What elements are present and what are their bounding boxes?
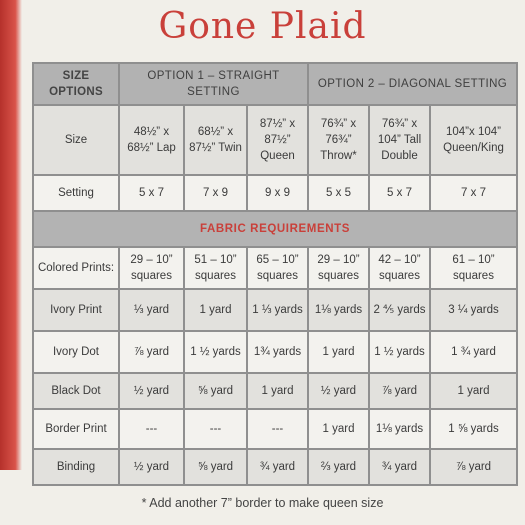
table-cell: 1 ½ yards: [184, 331, 247, 373]
footnote: * Add another 7” border to make queen size: [141, 496, 384, 510]
table-row: [33, 247, 517, 289]
table-cell: 1 ¾ yard: [430, 331, 517, 373]
table-cell: 1 ⅓ yards: [247, 289, 308, 331]
table-cell: 76¾” x 104” Tall Double: [369, 105, 430, 175]
table-cell: 5 x 7: [119, 175, 184, 211]
row-label: Setting: [33, 175, 119, 211]
table-cell: ⅞ yard: [369, 373, 430, 409]
size-options-header: SIZE OPTIONS: [33, 63, 119, 105]
table-cell: ½ yard: [119, 449, 184, 485]
table-cell: 29 – 10” squares: [119, 247, 184, 289]
setting-row: [33, 175, 517, 211]
fabric-requirements-header: FABRIC REQUIREMENTS: [33, 211, 517, 247]
table-cell: ---: [184, 409, 247, 449]
table-cell: ¾ yard: [369, 449, 430, 485]
table-cell: 5 x 5: [308, 175, 369, 211]
table-cell: 3 ¼ yards: [430, 289, 517, 331]
table-cell: 87½” x 87½” Queen: [247, 105, 308, 175]
option1-header: OPTION 1 – STRAIGHT SETTING: [119, 63, 308, 105]
table-cell: 76¾” x 76¾” Throw*: [308, 105, 369, 175]
table-cell: ¾ yard: [247, 449, 308, 485]
table-row: [33, 331, 517, 373]
row-label: Ivory Dot: [33, 331, 119, 373]
table-cell: ⅞ yard: [430, 449, 517, 485]
page-title: Gone Plaid: [158, 6, 367, 47]
header-row: [33, 63, 517, 105]
table-cell: 1 yard: [184, 289, 247, 331]
row-label: Ivory Print: [33, 289, 119, 331]
fabric-header-row: [33, 211, 517, 247]
table-cell: 1 ⅝ yards: [430, 409, 517, 449]
table-cell: ⅝ yard: [184, 449, 247, 485]
table-cell: ⅞ yard: [119, 331, 184, 373]
row-label: Binding: [33, 449, 119, 485]
table-cell: 1 yard: [430, 373, 517, 409]
table-cell: 1 ½ yards: [369, 331, 430, 373]
table-cell: ⅔ yard: [308, 449, 369, 485]
table-cell: 1 yard: [308, 409, 369, 449]
table-cell: 42 – 10” squares: [369, 247, 430, 289]
option2-header: OPTION 2 – DIAGONAL SETTING: [308, 63, 517, 105]
table-row: [33, 289, 517, 331]
fabric-requirements-table: [32, 62, 518, 486]
table-cell: 1¾ yards: [247, 331, 308, 373]
table-cell: ½ yard: [119, 373, 184, 409]
table-cell: 65 – 10” squares: [247, 247, 308, 289]
table-cell: 5 x 7: [369, 175, 430, 211]
table-cell: 1 yard: [247, 373, 308, 409]
table-cell: 1⅛ yards: [308, 289, 369, 331]
table-row: [33, 449, 517, 485]
table-cell: 68½” x 87½” Twin: [184, 105, 247, 175]
table-cell: 51 – 10” squares: [184, 247, 247, 289]
table-cell: ⅝ yard: [184, 373, 247, 409]
size-row: [33, 105, 517, 175]
table-row: [33, 373, 517, 409]
table-cell: 7 x 7: [430, 175, 517, 211]
table-cell: ---: [247, 409, 308, 449]
table-cell: 1⅛ yards: [369, 409, 430, 449]
table-cell: ⅓ yard: [119, 289, 184, 331]
table-cell: 104”x 104” Queen/King: [430, 105, 517, 175]
row-label: Black Dot: [33, 373, 119, 409]
table-cell: 2 ⅘ yards: [369, 289, 430, 331]
table-cell: 61 – 10” squares: [430, 247, 517, 289]
red-fabric-edge: [0, 0, 22, 470]
table-cell: 9 x 9: [247, 175, 308, 211]
table-cell: 7 x 9: [184, 175, 247, 211]
table-cell: 29 – 10” squares: [308, 247, 369, 289]
row-label: Border Print: [33, 409, 119, 449]
table-cell: ---: [119, 409, 184, 449]
table-cell: ½ yard: [308, 373, 369, 409]
table-row: [33, 409, 517, 449]
row-label: Colored Prints:: [33, 247, 119, 289]
row-label: Size: [33, 105, 119, 175]
table-cell: 48½” x 68½” Lap: [119, 105, 184, 175]
table-cell: 1 yard: [308, 331, 369, 373]
